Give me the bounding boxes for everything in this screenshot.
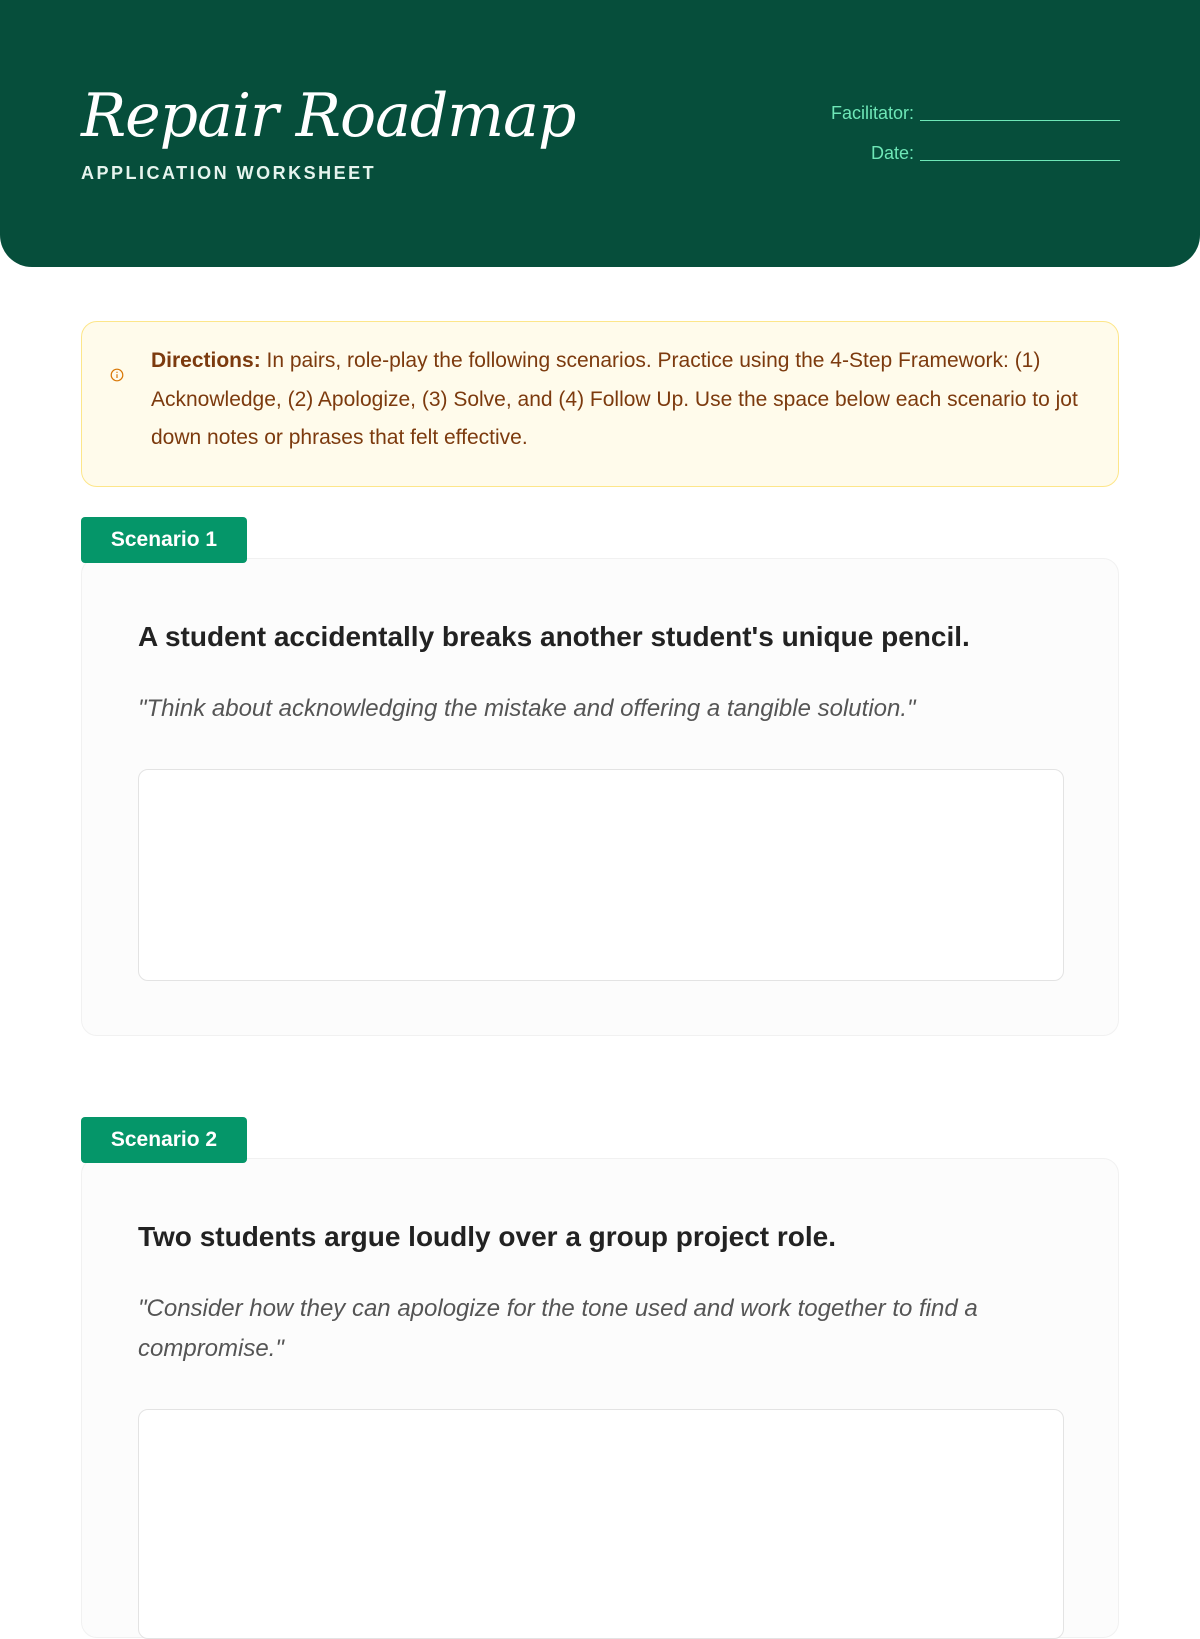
facilitator-field[interactable] (831, 102, 1120, 124)
scenario-title: A student accidentally breaks another student's unique pencil. (138, 621, 970, 652)
date-label: Date: (870, 143, 914, 163)
facilitator-blank-line[interactable] (920, 120, 1120, 121)
directions-body: In pairs, role-play the following scenarios. Practice using the 4-Step Framework: (1) Acknowledge, (2) Apologize, (3) Solve, and (4) Follow Up. Use the space below each scenario to jot down notes or phrases that felt effective. (151, 349, 1078, 449)
directions-label: Directions: (151, 349, 261, 372)
date-field[interactable] (871, 142, 1120, 164)
scenario-title: Two students argue loudly over a group project role. (138, 1221, 837, 1252)
page-title: Repair Roadmap (81, 81, 576, 151)
directions-text (151, 342, 1091, 458)
scenario-tag: Scenario 1 (81, 517, 247, 563)
worksheet-header (0, 0, 1200, 267)
facilitator-label: Facilitator: (830, 103, 914, 123)
date-blank-line[interactable] (920, 160, 1120, 161)
scenario-hint: "Consider how they can apologize for the tone used and work together to find a compromise." (138, 1295, 978, 1362)
scenario-hint: "Think about acknowledging the mistake and offering a tangible solution." (138, 695, 916, 722)
directions-notice (81, 321, 1119, 487)
scenario-tag: Scenario 2 (81, 1117, 247, 1163)
scenario-notes-input[interactable] (138, 769, 1064, 981)
page-subtitle: APPLICATION WORKSHEET (81, 163, 377, 183)
info-icon (110, 368, 124, 382)
scenario-card (81, 558, 1119, 1036)
scenario-card (81, 1158, 1119, 1638)
scenario-notes-input[interactable] (138, 1409, 1064, 1639)
